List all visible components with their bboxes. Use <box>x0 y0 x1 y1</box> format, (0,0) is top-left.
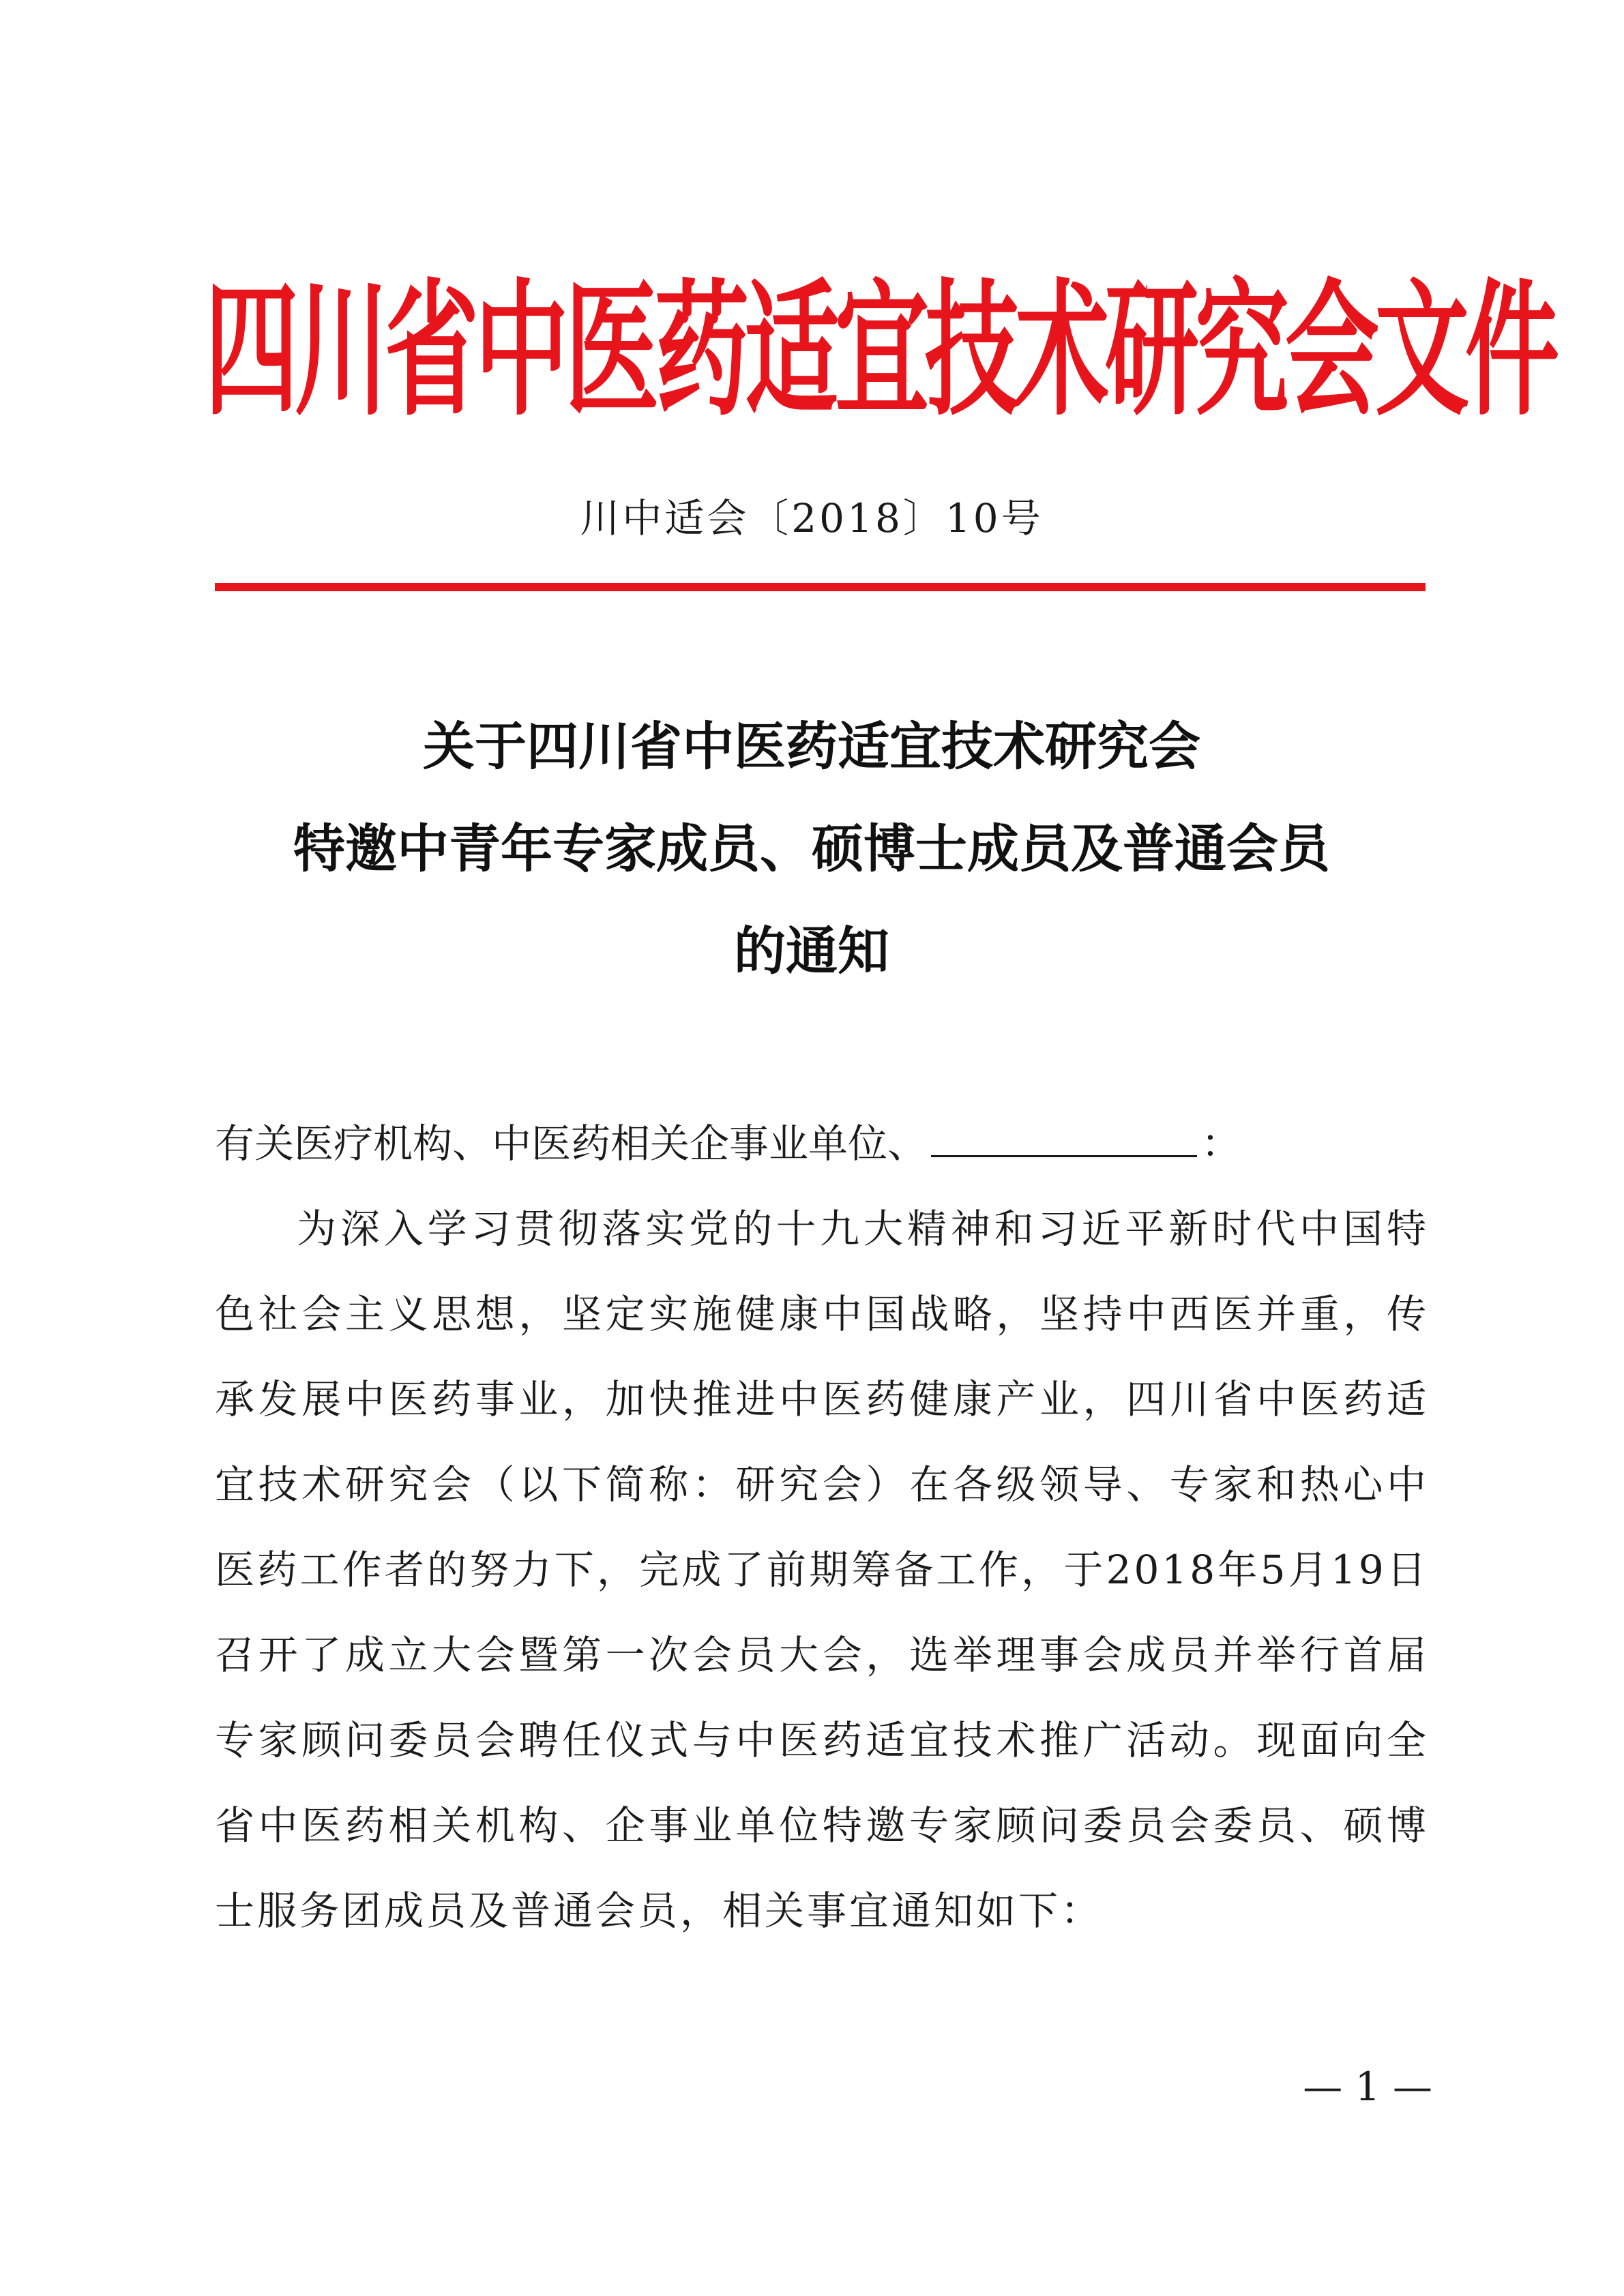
notice-title-line-3: 的通知 <box>734 921 889 981</box>
notice-title <box>205 696 1419 1002</box>
notice-title-line-2: 特邀中青年专家成员、硕博士成员及普通会员 <box>293 818 1330 879</box>
notice-body <box>215 1101 1429 1954</box>
masthead-title: 四川省中医药适宜技术研究会文件 <box>205 265 1556 436</box>
page-number: — 1 — <box>1303 2063 1432 2110</box>
notice-title-line-1: 关于四川省中医药适宜技术研究会 <box>423 716 1200 777</box>
salutation <box>215 1101 1429 1187</box>
red-divider-rule <box>215 583 1426 591</box>
salutation-suffix: ： <box>1201 1120 1241 1167</box>
salutation-blank-line <box>931 1116 1197 1157</box>
body-paragraph-1: 为深入学习贯彻落实党的十九大精神和习近平新时代中国特色社会主义思想，坚定实施健康中国战略，坚持中西医并重，传承发展中医药事业，加快推进中医药健康产业，四川省中医药适宜技术研究会（以下简称：研究会）在各级领导、专家和热心中医药工作者的努力下，完成了前期筹备工作，于2018年5月19日召开了成立大会暨第一次会员大会，选举理事会成员并举行首届专家顾问委员会聘任仪式与中医药适宜技术推广活动。现面向全省中医药相关机构、企事业单位特邀专家顾问委员会委员、硕博士服务团成员及普通会员，相关事宜通知如下： <box>215 1206 1429 1934</box>
document-number: 川中适会〔2018〕10号 <box>580 495 1044 541</box>
salutation-prefix: 有关医疗机构、中医药相关企事业单位、 <box>215 1120 928 1167</box>
